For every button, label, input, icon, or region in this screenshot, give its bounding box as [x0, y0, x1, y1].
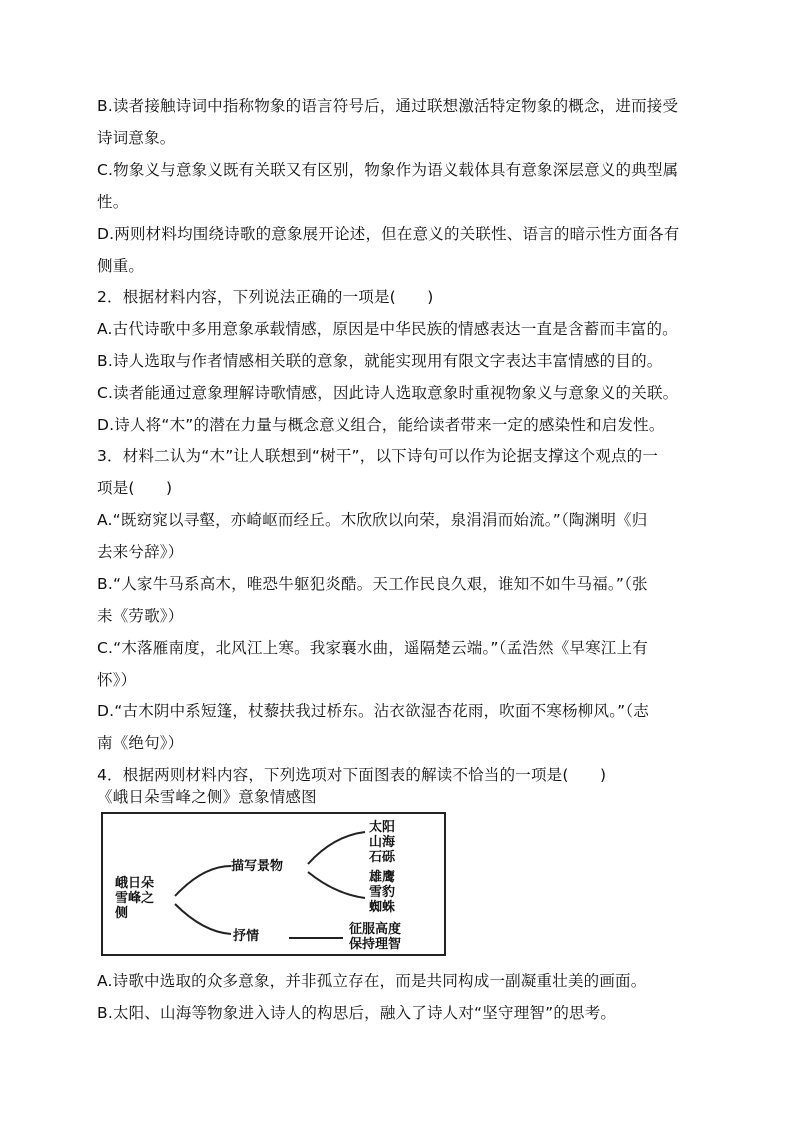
text-line: 南《绝句》）	[97, 734, 184, 752]
option-c: C.读者能通过意象理解诗歌情感，因此诗人选取意象时重视物象义与意象义的关联。	[97, 384, 679, 402]
connector-root-top	[175, 866, 231, 896]
option-b: B.诗人选取与作者情感相关联的意象，就能实现用有限文字表达丰富情感的目的。	[97, 352, 663, 370]
text-line: 去来兮辞》）	[97, 543, 184, 561]
text-line: D.两则材料均围绕诗歌的意象展开论述，但在意义的关联性、语言的暗示性方面各有	[97, 225, 680, 243]
imagery-emotion-diagram	[101, 812, 446, 956]
text-line: B.读者接触诗词中指称物象的语言符号后，通过联想激活特定物象的概念，进而接受	[97, 97, 679, 115]
text-line: 项是( )	[97, 479, 173, 497]
diagram-root: 峨日朵 雪峰之 侧	[115, 876, 155, 921]
text-line: 怀》）	[97, 671, 137, 689]
option-a: A.古代诗歌中多用意象承载情感，原因是中华民族的情感表达一直是含蓄而丰富的。	[97, 320, 678, 338]
text-line: 耒《劳歌》）	[97, 607, 184, 625]
diagram-branch-lyric: 抒情	[233, 929, 260, 944]
text-line: 侧重。	[97, 257, 145, 275]
diagram-branch-describe: 描写景物	[231, 859, 284, 874]
option-a: A.“既窈窕以寻壑，亦崎岖而经丘。木欣欣以向荣，泉涓涓而始流。”（陶渊明《归	[97, 511, 648, 529]
connector-top-leaf1	[308, 832, 365, 864]
question-2: 2．根据材料内容，下列说法正确的一项是( )	[97, 288, 434, 306]
diagram-caption: 《峨日朵雪峰之侧》意象情感图	[97, 788, 317, 806]
connector-top-leaf2	[308, 872, 365, 898]
option-d: D.诗人将“木”的潜在力量与概念意义组合，能给读者带来一定的感染性和启发性。	[97, 416, 665, 434]
connector-root-bottom	[175, 904, 231, 934]
question-3: 3．材料二认为“木”让人联想到“树干”，以下诗句可以作为论据支撑这个观点的一	[97, 447, 659, 465]
option-b: B.“人家牛马系高木，唯恐牛躯犯炎酷。天工作民良久艰，谁知不如牛马福。”（张	[97, 575, 648, 593]
text-line: 性。	[97, 193, 129, 211]
option-c: C.“木落雁南度，北风江上寒。我家襄水曲，遥隔楚云端。”（孟浩然《早寒江上有	[97, 639, 648, 657]
diagram-leaf-emotion: 征服高度 保持理智	[349, 922, 402, 952]
text-line: 诗词意象。	[97, 129, 176, 147]
question-4: 4．根据两则材料内容，下列选项对下面图表的解读不恰当的一项是( )	[97, 766, 607, 784]
diagram-leaf-scenery: 太阳 山海 石砾	[369, 820, 396, 865]
text-line: C.物象义与意象义既有关联又有区别，物象作为语义载体具有意象深层意义的典型属	[97, 161, 679, 179]
answer-option-b: B.太阳、山海等物象进入诗人的构思后，融入了诗人对“坚守理智”的思考。	[97, 1004, 617, 1022]
diagram-leaf-animals: 雄鹰 雪豹 蜘蛛	[369, 870, 396, 915]
answer-option-a: A.诗歌中选取的众多意象，并非孤立存在，而是共同构成一副凝重壮美的画面。	[97, 972, 647, 990]
option-d: D.“古木阴中系短篷，杖藜扶我过桥东。沾衣欲湿杏花雨，吹面不寒杨柳风。”（志	[97, 702, 650, 720]
